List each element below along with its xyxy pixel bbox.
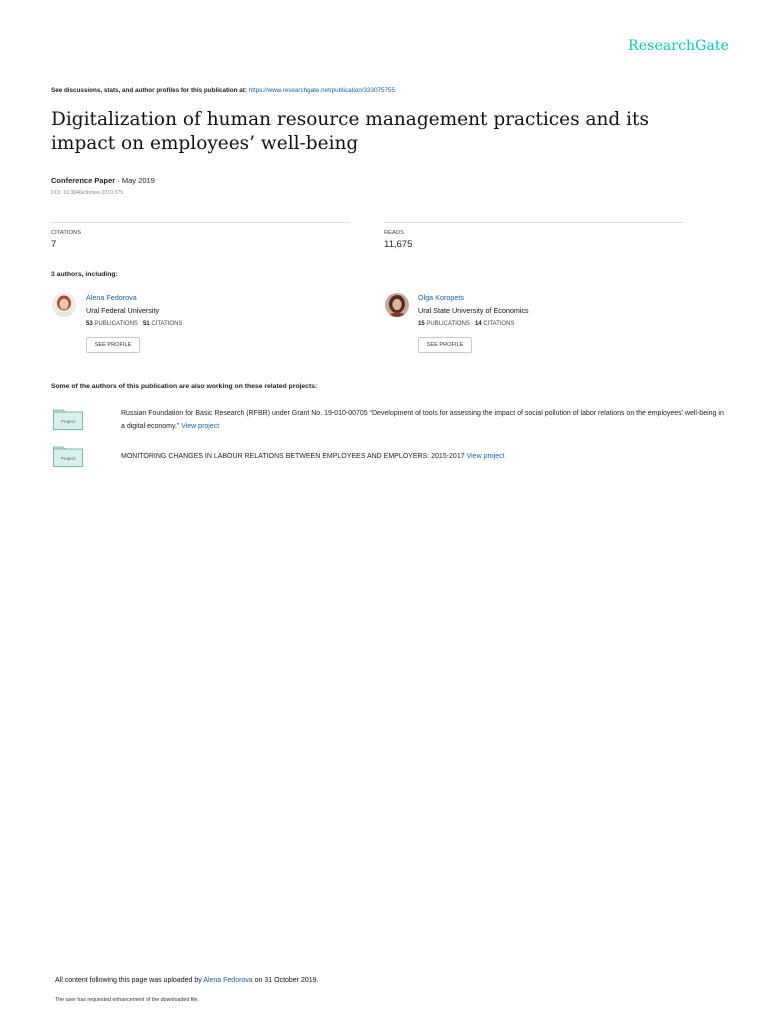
author-citations-count: 14 [474, 321, 482, 327]
publication-date: May 2019 [121, 176, 155, 185]
project-icon-label: Project [60, 456, 76, 461]
uploaded-by-line [55, 977, 318, 984]
author-citations-count: 51 [142, 321, 150, 327]
publication-title: Digitalization of human resource management practices and its impact on employees’ well-being [51, 109, 649, 154]
project-description: MONITORING CHANGES IN LABOUR RELATIONS BETWEEN EMPLOYEES AND EMPLOYERS: 2015-2017 [121, 453, 465, 460]
project-item [121, 450, 726, 463]
citations-value: 7 [51, 239, 57, 250]
citations-label: CITATIONS [51, 230, 82, 236]
author-name-link[interactable]: Olga Koropets [418, 293, 464, 302]
view-project-link[interactable]: View project [466, 453, 505, 460]
author-publications-count: 53 [86, 321, 93, 327]
see-profile-button[interactable]: SEE PROFILE [86, 337, 140, 353]
reads-label: READS [384, 230, 404, 236]
uploaded-suffix: on 31 October 2019. [254, 977, 319, 984]
publication-type: Conference Paper [51, 176, 116, 185]
author-affiliation: Ural Federal University [86, 306, 160, 315]
researchgate-logo[interactable]: ResearchGate [628, 38, 729, 54]
project-icon-label: Project [60, 419, 76, 424]
author-citations-label: CITATIONS [483, 321, 515, 327]
author-citations-label: CITATIONS [151, 321, 183, 327]
project-item [121, 407, 726, 433]
divider [384, 222, 683, 223]
publication-doi: DOI: 10.3846/cibmee.2019.075 [51, 190, 124, 196]
author-publications-label: PUBLICATIONS [426, 321, 470, 327]
discussions-text: See discussions, stats, and author profiles for this publication at: [51, 87, 247, 94]
view-project-link[interactable]: View project [181, 423, 220, 430]
folder-icon[interactable] [53, 409, 83, 430]
publication-type-line: Conference Paper · May 2019 [51, 176, 155, 185]
author-stats [86, 321, 182, 327]
uploader-link[interactable]: Alena Fedorova [203, 977, 253, 984]
avatar[interactable] [385, 293, 409, 317]
author-publications-count: 15 [418, 321, 425, 327]
project-description: Russian Foundation for Basic Research (RFBR) under Grant No. 19-010-00705 “Development of tools for assessing the impact of social pollution of labor relations on the employees’ well-being in a digital economy.” [121, 410, 724, 430]
authors-heading: 3 authors, including: [51, 271, 118, 278]
reads-value: 11,675 [384, 239, 413, 250]
discussions-line [51, 87, 395, 94]
folder-icon[interactable] [53, 446, 83, 467]
see-profile-button[interactable]: SEE PROFILE [418, 337, 472, 353]
related-projects-heading: Some of the authors of this publication are also working on these related projects: [51, 383, 318, 390]
divider [51, 222, 350, 223]
author-stats [418, 321, 514, 327]
enhancement-note: The user has requested enhancement of the downloaded file. [55, 997, 199, 1003]
publication-url-link[interactable]: https://www.researchgate.net/publication/333075755 [248, 87, 396, 94]
avatar[interactable] [52, 293, 76, 317]
author-affiliation: Ural State University of Economics [418, 306, 529, 315]
author-name-link[interactable]: Alena Fedorova [86, 293, 137, 302]
author-publications-label: PUBLICATIONS [94, 321, 138, 327]
uploaded-prefix: All content following this page was uploaded by [55, 977, 202, 984]
